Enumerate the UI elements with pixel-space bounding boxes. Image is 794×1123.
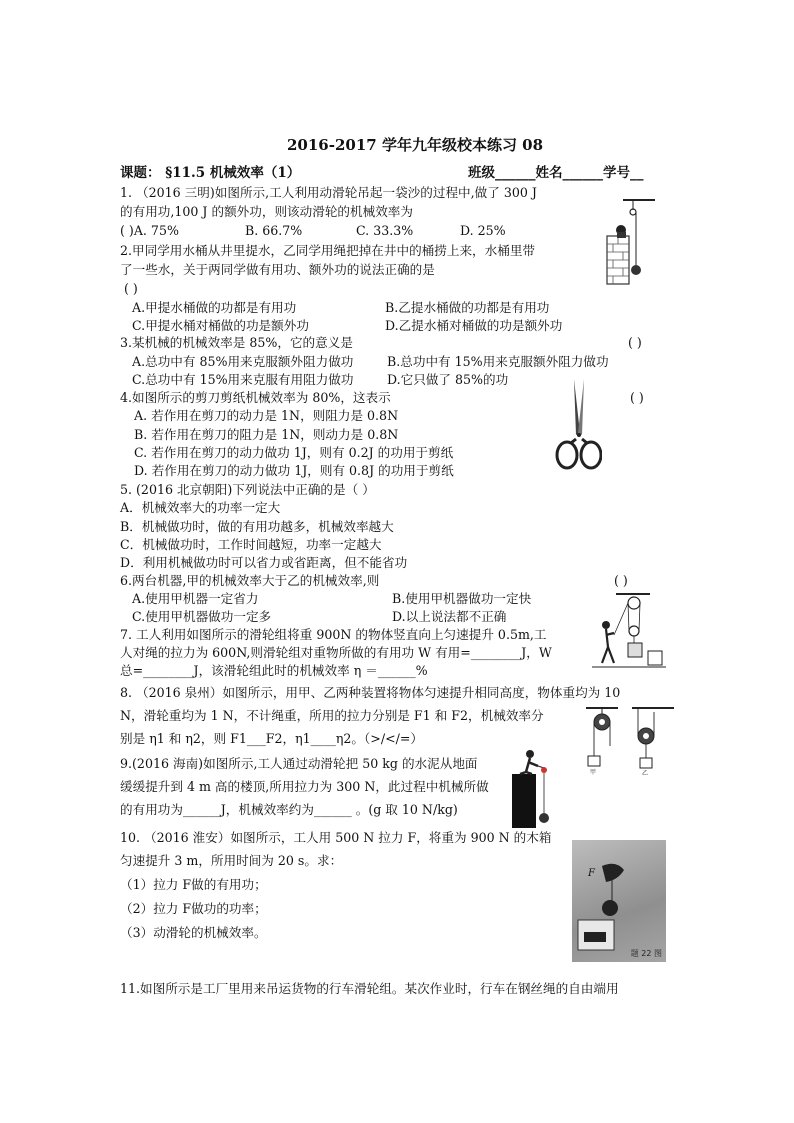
q10-sub1: （1）拉力 F做的有用功； [120, 877, 267, 892]
q3-option-d: D.它只做了 85%的功 [387, 372, 509, 387]
q3-line1: 3.某机械的机械效率是 85%，它的意义是 [120, 335, 353, 350]
q6-option-d: D.以上说法都不正确 [392, 609, 507, 624]
q10-figure-caption: 题 22 图 [630, 949, 662, 958]
q9-line2: 缓缓提升到 4 m 高的楼顶,所用拉力为 300 N，此过程中机械所做 [120, 779, 489, 794]
q11-line1: 11.如图所示是工厂里用来吊运货物的行车滑轮组。某次作业时，行车在钢丝绳的自由端用 [120, 981, 619, 996]
q10-line2: 匀速提升 3 m，所用时间为 20 s。求： [120, 853, 343, 868]
q4-option-b: B. 若作用在剪刀的阻力是 1N，则动力是 0.8N [134, 427, 399, 442]
q4-option-c: C. 若作用在剪刀的动力做功 1J，则有 0.2J 的功用于剪纸 [134, 445, 454, 460]
q2-option-a: A.甲提水桶做的功都是有用功 [132, 300, 297, 315]
q6-option-a: A.使用甲机器一定省力 [132, 591, 259, 606]
q2-paren: ( ) [124, 281, 138, 296]
q6-line1: 6.两台机器,甲的机械效率大于乙的机械效率,则 [120, 573, 380, 588]
q10-sub2: （2）拉力 F做功的功率； [120, 901, 267, 916]
q6-option-c: C.使用甲机器做功一定多 [132, 609, 272, 624]
q1-option-b: B. 66.7% [245, 223, 303, 238]
q5-line1: 5. (2016 北京朝阳)下列说法中正确的是（ ） [120, 482, 375, 497]
q4-option-d: D. 若作用在剪刀的动力做功 1J，则有 0.8J 的功用于剪纸 [134, 463, 454, 478]
q10-sub3: （3）动滑轮的机械效率。 [120, 925, 267, 940]
q10-line1: 10. （2016 淮安）如图所示，工人用 500 N 拉力 F，将重为 900 N 的木箱 [120, 830, 552, 845]
q7-line1: 7. 工人利用如图所示的滑轮组将重 900N 的物体竖直向上匀速提升 0.5m,工 [120, 627, 547, 642]
q9-worker-figure [510, 748, 552, 828]
q8-pulley-figure [578, 706, 680, 776]
q2-option-c: C.甲提水桶对桶做的功是额外功 [132, 318, 309, 333]
q5-option-d: D．利用机械做功时可以省力或省距离，但不能省功 [120, 555, 408, 570]
q3-paren: ( ) [628, 335, 642, 350]
q8-label-jia: 甲 [590, 769, 597, 776]
lesson-title: 课题： §11.5 机械效率（1） [120, 165, 301, 181]
q1-option-a: ( )A. 75% [120, 223, 179, 238]
q5-option-c: C．机械做功时，工作时间越短，功率一定越大 [120, 537, 382, 552]
q1-line2: 的有用功,100 J 的额外功，则该动滑轮的机械效率为 [120, 204, 413, 219]
q2-line1: 2.甲同学用水桶从井里提水，乙同学用绳把掉在井中的桶捞上来，水桶里带 [120, 243, 536, 258]
q9-line3: 的有用功为______J，机械效率约为______ 。(g 取 10 N/kg) [120, 802, 458, 817]
q6-paren: ( ) [614, 573, 628, 588]
q2-option-b: B.乙提水桶做的功都是有用功 [385, 300, 550, 315]
q1-line1: 1. （2016 三明)如图所示,工人利用动滑轮吊起一袋沙的过程中,做了 300 J [120, 185, 537, 200]
svg-text:F: F [588, 868, 595, 879]
q8-line3: 别是 η1 和 η2，则 F1___F2，η1____η2。（>/</=） [120, 731, 424, 746]
q1-option-d: D. 25% [460, 223, 506, 238]
q7-line2: 人对绳的拉力为 600N,则滑轮组对重物所做的有用功 W 有用=________J，W [120, 645, 552, 660]
q8-line1: 8. （2016 泉州）如图所示，用甲、乙两种装置将物体匀速提升相同高度，物体重均为 10 [120, 685, 621, 700]
q10-photo-figure [572, 840, 666, 962]
q1-option-c: C. 33.3% [356, 223, 414, 238]
q2-option-d: D.乙提水桶对桶做的功是额外功 [385, 318, 563, 333]
scissors-figure [554, 377, 602, 473]
page-title: 2016-2017 学年九年级校本练习 08 [287, 136, 544, 154]
q8-line2: N，滑轮重均为 1 N，不计绳重，所用的拉力分别是 F1 和 F2，机械效率分 [120, 708, 544, 723]
q9-line1: 9.(2016 海南)如图所示,工人通过动滑轮把 50 kg 的水泥从地面 [120, 756, 478, 771]
q4-line1: 4.如图所示的剪刀剪纸机械效率为 80%，这表示 [120, 390, 391, 405]
q7-pulley-block-figure [588, 591, 668, 671]
q4-option-a: A. 若作用在剪刀的动力是 1N，则阻力是 0.8N [134, 408, 399, 423]
q8-label-yi: 乙 [642, 770, 649, 776]
q5-option-a: A．机械效率大的功率一定大 [120, 500, 281, 515]
q2-line2: 了一些水，关于两同学做有用功、额外功的说法正确的是 [120, 262, 435, 277]
q6-option-b: B.使用甲机器做功一定快 [392, 591, 532, 606]
student-info-line: 班级______姓名______学号__ [468, 165, 644, 181]
q3-option-a: A.总功中有 85%用来克服额外阻力做功 [132, 354, 354, 369]
q3-option-b: B.总功中有 15%用来克服额外阻力做功 [387, 354, 609, 369]
q7-line3: 总=________J，该滑轮组此时的机械效率 η ＝______% [120, 663, 428, 678]
q1-pulley-figure [603, 196, 657, 288]
q4-paren: ( ) [630, 390, 644, 405]
q5-option-b: B．机械做功时，做的有用功越多，机械效率越大 [120, 519, 394, 534]
q3-option-c: C.总功中有 15%用来克服有用阻力做功 [132, 372, 354, 387]
